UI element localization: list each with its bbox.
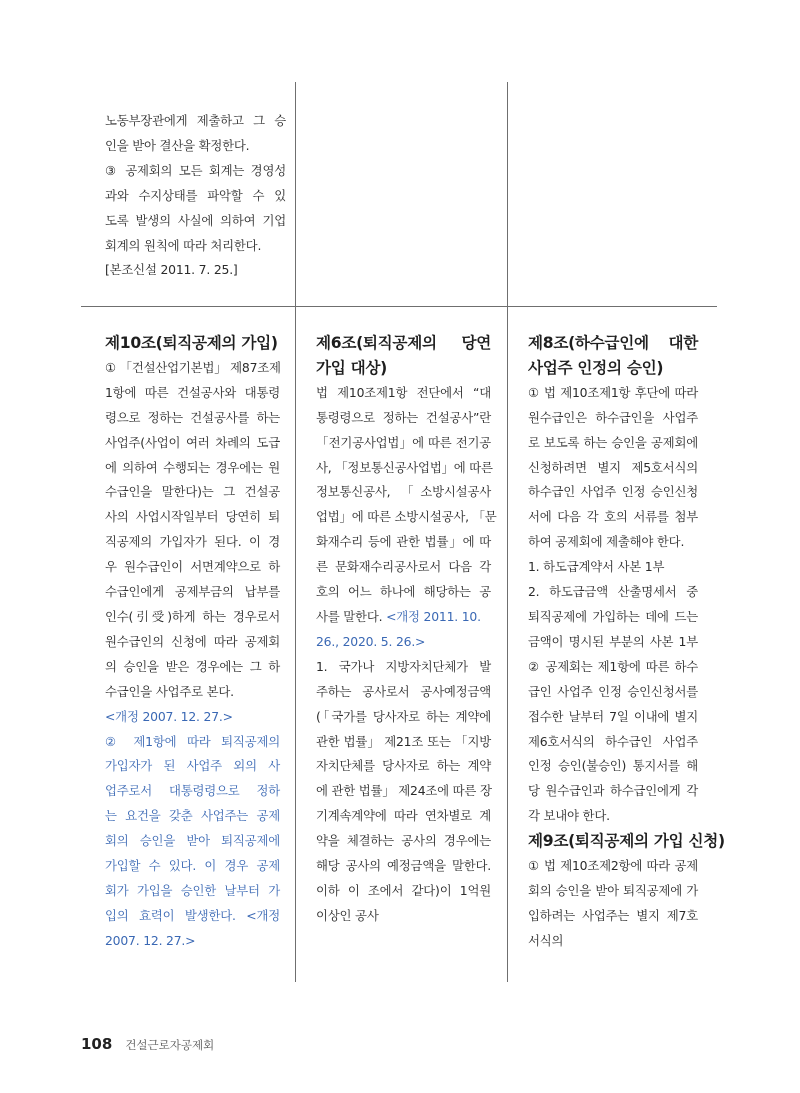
article-9-title: 제9조(퇴직공제의 가입 신청) <box>528 832 725 851</box>
text-line: 노동부장관에게 제출하고 그 승 <box>105 113 286 128</box>
text-line: 의 승인을 받은 경우에는 그 하 <box>105 658 280 674</box>
article-6-title: 제6조(퇴직공제의 당연 <box>316 334 491 352</box>
text-line: ② 공제회는 제1항에 따른 하수 <box>528 658 698 674</box>
text-line: (「국가를 당사자로 하는 계약에 <box>316 708 491 724</box>
text-line: 2. 하도급금액 산출명세서 중 <box>528 584 698 600</box>
text-line: 1. 국가나 지방자치단체가 발 <box>316 658 491 674</box>
text-line: 입의 효력이 발생한다. <개정 <box>105 907 280 923</box>
text-line: 수급인을 말한다)는 그 건설공 <box>105 484 280 500</box>
article-10-column <box>105 331 280 954</box>
page-footer <box>81 1035 214 1053</box>
text-line: 회의 승인을 받아 퇴직공제에 <box>105 833 280 849</box>
text-line: 수급인에게 공제부금의 납부를 <box>105 584 280 600</box>
article-8-title: 제8조(하수급인에 대한 <box>528 334 698 352</box>
text-line: 인을 받아 결산을 확정한다. <box>105 137 250 153</box>
text-line: 로 보도록 하는 승인을 공제회에 <box>528 434 698 450</box>
text-line: 도록 발생의 사실에 의하여 기업 <box>105 212 286 228</box>
text-line: 신청하려면 별지 제5호서식의 <box>528 459 698 475</box>
page-number: 108 <box>81 1035 113 1053</box>
text-line: 급인 사업주 인정 승인신청서를 <box>528 683 698 699</box>
text-line-with-amendment <box>316 605 491 630</box>
text-line: 회가 가입을 승인한 날부터 가 <box>105 882 280 898</box>
section-divider <box>81 306 717 307</box>
text-line: 자치단체를 당사자로 하는 계약 <box>316 758 491 774</box>
text-line: 는 요건을 갖춘 사업주는 공제 <box>105 808 280 824</box>
text-line: ② 제1항에 따라 퇴직공제의 <box>105 733 280 749</box>
text-line: 령으로 정하는 건설공사를 하는 <box>105 409 280 425</box>
text-line: 호의 어느 하나에 해당하는 공 <box>316 584 491 600</box>
text-line: 약을 체결하는 공사의 경우에는 <box>316 833 491 849</box>
text-line: 가입할 수 있다. 이 경우 공제 <box>105 858 280 874</box>
text-line: 이하 이 조에서 같다)이 1억원 <box>316 882 491 898</box>
text-line: 법 제10조제1항 전단에서 “대 <box>316 384 491 400</box>
text-line: 서에 다음 각 호의 서류를 첨부 <box>528 509 698 525</box>
article-8-title-cont: 사업주 인정의 승인) <box>528 358 664 377</box>
amendment-note: <개정 2011. 10. <box>386 608 481 624</box>
text-line: 인정 승인(불승인) 통지서를 해 <box>528 758 698 774</box>
text-line: 화재수리 등에 관한 법률」에 따 <box>316 534 491 550</box>
text-line: 하수급인 사업주 인정 승인신청 <box>528 484 698 500</box>
text-line: 에 의하여 수행되는 경우에는 원 <box>105 459 280 475</box>
amendment-note: <개정 2007. 12. 27.> <box>105 708 233 724</box>
text-line: ① 법 제10조제1항 후단에 따라 <box>528 384 698 400</box>
text-line: 원수급인의 신청에 따라 공제회 <box>105 633 280 649</box>
text-line: 주하는 공사로서 공사예정금액 <box>316 683 491 699</box>
article-10-title: 제10조(퇴직공제의 가입) <box>105 334 278 352</box>
amendment-note: 26., 2020. 5. 26.> <box>316 633 426 649</box>
text-line: 른 문화재수리공사로서 다음 각 <box>316 559 491 575</box>
text-line: ③ 공제회의 모든 회계는 경영성 <box>105 162 286 178</box>
text-line: 1항에 따른 건설공사와 대통령 <box>105 384 280 400</box>
text-line: 입하려는 사업주는 별지 제7호 <box>528 907 698 923</box>
text-line: [본조신설 2011. 7. 25.] <box>105 262 238 278</box>
text-line: ① 법 제10조제2항에 따라 공제 <box>528 858 698 874</box>
text-line: 각 보내야 한다. <box>528 808 610 824</box>
text-line: 기계속계약에 따라 연차별로 계 <box>316 808 491 824</box>
column-divider-right <box>507 82 508 982</box>
text-line: 수급인을 사업주로 본다. <box>105 683 234 699</box>
text-line: 이상인 공사 <box>316 907 379 923</box>
publisher-name: 건설근로자공제회 <box>125 1038 215 1052</box>
top-continuation-text <box>105 109 286 283</box>
text-line: 1. 하도급계약서 사본 1부 <box>528 559 665 575</box>
text-line: 통령령으로 정하는 건설공사”란 <box>316 409 491 425</box>
article-6-title-cont: 가입 대상) <box>316 358 388 377</box>
text-line: ① 「건설산업기본법」 제87조제 <box>105 359 281 375</box>
text-line: 업주로서 대통령령으로 정하 <box>105 783 280 799</box>
text-line: 회계의 원칙에 따라 처리한다. <box>105 237 262 253</box>
text-line: 업법」에 따른 소방시설공사, 「문 <box>316 509 497 525</box>
text-line: 사업주(사업이 여러 차례의 도급 <box>105 434 280 450</box>
text-line: 에 관한 법률」 제24조에 따른 장 <box>316 783 492 799</box>
text-line: 서식의 <box>528 932 564 948</box>
text-line: 퇴직공제에 가입하는 데에 드는 <box>528 608 698 624</box>
text-line: 인수(引受)하게 하는 경우로서 <box>105 608 280 624</box>
text-line: 사, 「정보통신공사업법」에 따른 <box>316 459 493 475</box>
text-line: 금액이 명시된 부분의 사본 1부 <box>528 633 698 649</box>
text-line: 사의 사업시작일부터 당연히 퇴 <box>105 509 280 525</box>
text-line: 제6호서식의 하수급인 사업주 <box>528 733 698 749</box>
text-line: 정보통신공사, 「소방시설공사 <box>316 484 491 500</box>
text-line: 회의 승인을 받아 퇴직공제에 가 <box>528 882 698 898</box>
text-line: 접수한 날부터 7일 이내에 별지 <box>528 708 698 724</box>
text-line: 관한 법률」 제21조 또는 「지방 <box>316 733 491 749</box>
text-line: 과와 수지상태를 파악할 수 있 <box>105 187 286 203</box>
text-line: 하여 공제회에 제출해야 한다. <box>528 534 685 550</box>
text-line: 해당 공사의 예정금액을 말한다. <box>316 858 491 874</box>
amendment-note: 2007. 12. 27.> <box>105 932 196 948</box>
text-line: 「전기공사업법」에 따른 전기공 <box>316 434 491 450</box>
text-fragment: 사를 말한다. <box>316 608 383 624</box>
text-line: 직공제의 가입자가 된다. 이 경 <box>105 534 280 550</box>
article-6-column <box>316 331 497 929</box>
text-line: 당 원수급인과 하수급인에게 각 <box>528 783 698 799</box>
text-line: 우 원수급인이 서면계약으로 하 <box>105 559 280 575</box>
article-8-9-column <box>528 331 725 954</box>
column-divider-left <box>295 82 296 982</box>
text-line: 가입자가 된 사업주 외의 사 <box>105 758 280 774</box>
text-line: 원수급인은 하수급인을 사업주 <box>528 409 698 425</box>
